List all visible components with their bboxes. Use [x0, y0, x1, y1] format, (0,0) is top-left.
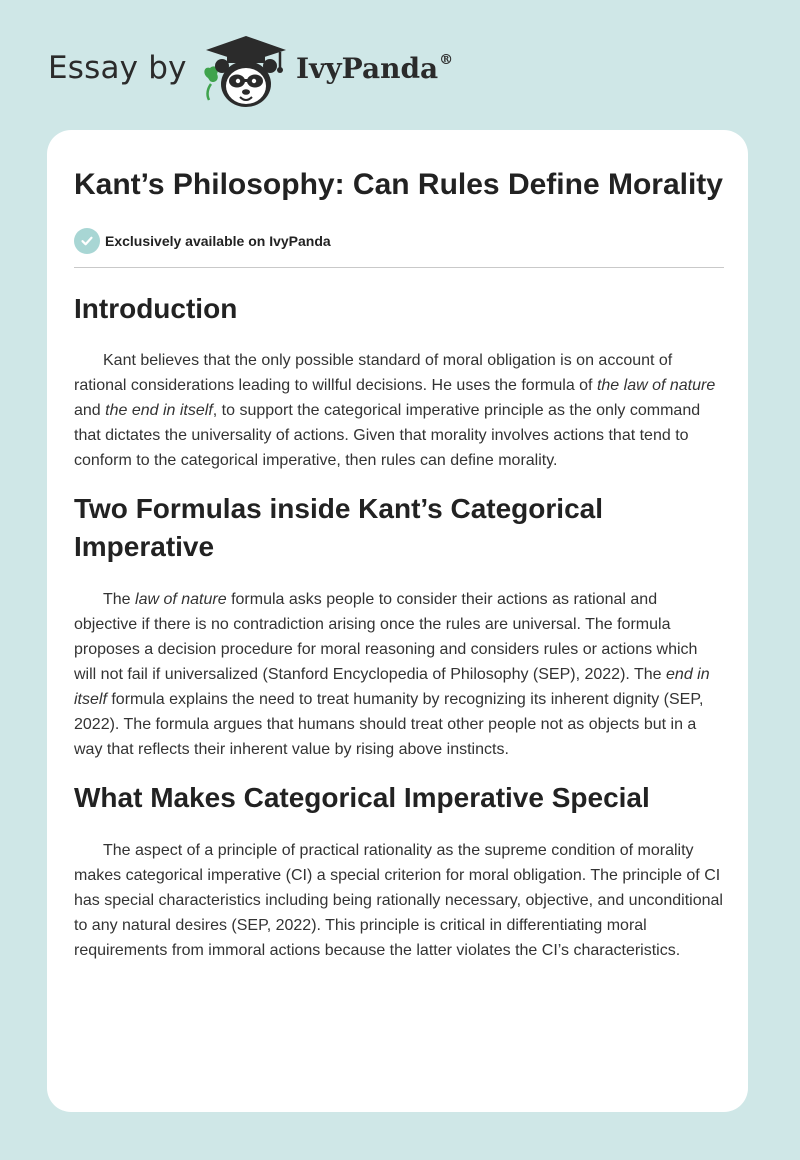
divider	[74, 267, 724, 268]
section-heading-introduction: Introduction	[74, 293, 238, 324]
article-content	[74, 164, 724, 963]
article-card	[47, 130, 748, 1112]
article-title: Kant’s Philosophy: Can Rules Define Morality	[74, 168, 723, 201]
section-heading-two-formulas: Two Formulas inside Kant’s Categorical Imperative	[74, 493, 603, 562]
brand-name[interactable]: IvyPanda®	[296, 52, 454, 85]
exclusive-badge	[74, 228, 724, 254]
section-heading-special: What Makes Categorical Imperative Special	[74, 782, 650, 813]
section-paragraph-two-formulas: The law of nature formula asks people to consider their actions as rational and objective if there is no contradiction arising once the rules are universal. The formula proposes a decision procedure for moral reasoning and considers rules or actions which will not fail if universalized (Stanford Encyclopedia of Philosophy (SEP), 2022). The end in itself formula explains the need to treat humanity by recognizing its inherent dignity (SEP, 2022). The formula argues that humans should treat other people not as objects but in a way that reflects their inherent value by rising above instincts.	[74, 591, 710, 758]
section-paragraph-special: The aspect of a principle of practical rationality as the supreme condition of morality makes categorical imperative (CI) a special criterion for moral obligation. The principle of CI has special characteristics including being rationally necessary, objective, and unconditional to any natural desires (SEP, 2022). This principle is critical in differentiating moral requirements from immoral actions because the latter violates the CI’s characteristics.	[74, 842, 723, 959]
site-header	[0, 0, 800, 130]
ivy-leaf-icon	[204, 66, 217, 100]
badge-label: Exclusively available on IvyPanda	[105, 233, 331, 249]
section-paragraph-introduction: Kant believes that the only possible standard of moral obligation is on account of rational considerations leading to willful decisions. He uses the formula of the law of nature and the end in itself, to support the categorical imperative principle as the only command that dictates the universality of actions. Given that morality involves actions that tend to conform to the categorical imperative, then rules can define morality.	[74, 352, 716, 469]
panda-graduate-logo-icon[interactable]	[200, 34, 292, 110]
check-icon	[74, 228, 100, 254]
essay-by-label: Essay by	[48, 50, 187, 86]
